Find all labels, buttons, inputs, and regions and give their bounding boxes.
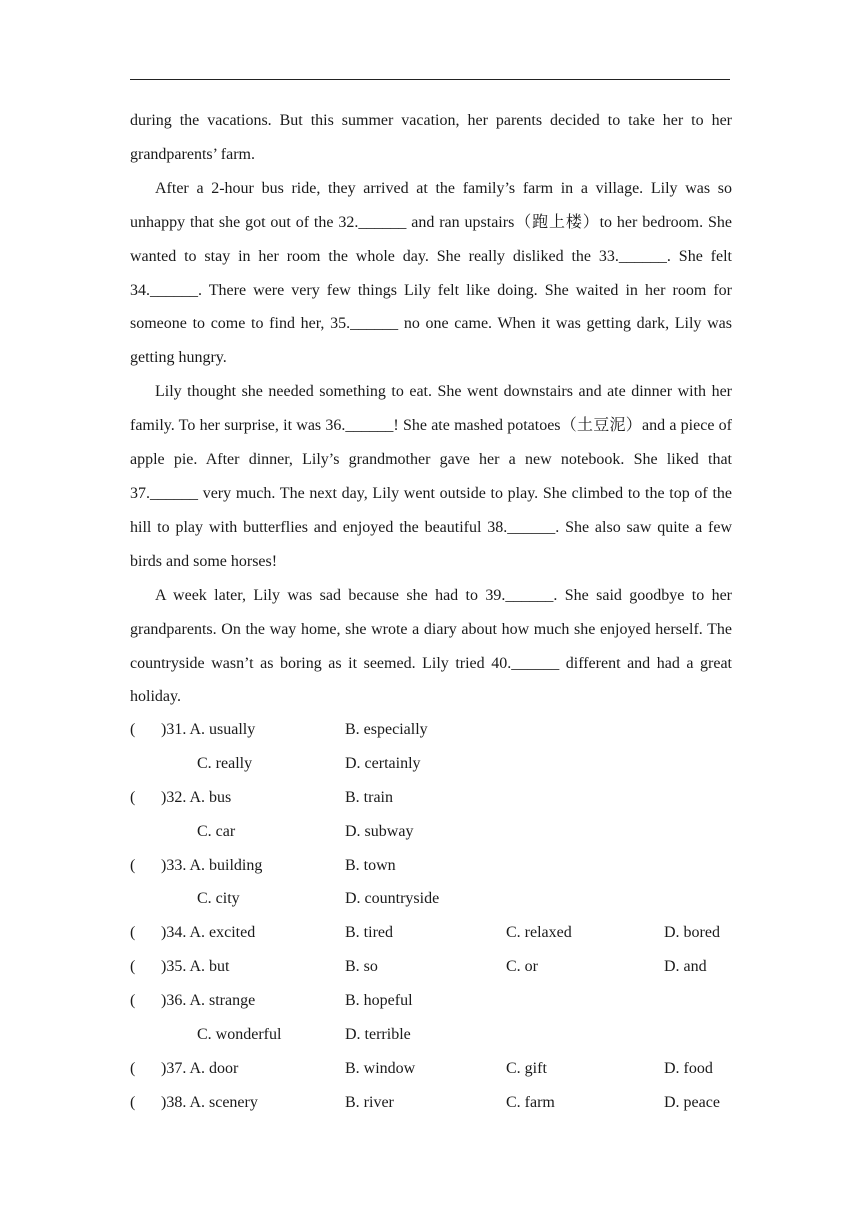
question-row (130, 781, 740, 815)
question-number-option-a: )38. A. scenery (161, 1093, 258, 1111)
option-d: D. terrible (345, 1026, 411, 1044)
answer-blank-paren: ( (130, 924, 136, 942)
question-row (130, 916, 740, 950)
option-d: D. peace (664, 1093, 720, 1111)
option-b: B. hopeful (345, 992, 413, 1010)
option-d: D. subway (345, 822, 414, 840)
answer-blank-paren: ( (130, 856, 136, 874)
header-rule (130, 79, 730, 80)
question-number-option-a: )31. A. usually (161, 721, 256, 738)
question-row-continued (130, 882, 740, 916)
question-row-continued (130, 815, 740, 849)
question-number-option-a: )34. A. excited (161, 924, 256, 942)
option-c: C. gift (506, 1059, 547, 1077)
question-options-list (130, 713, 740, 1120)
question-row (130, 849, 740, 883)
option-c: C. farm (506, 1093, 555, 1111)
question-row (130, 1086, 740, 1120)
answer-blank-paren: ( (130, 788, 136, 806)
answer-blank-paren: ( (130, 1059, 136, 1077)
option-c: C. car (197, 822, 236, 840)
option-b: B. tired (345, 924, 393, 942)
question-row (130, 1052, 740, 1086)
answer-blank-paren: ( (130, 1093, 136, 1111)
option-c: C. really (197, 754, 253, 772)
option-d: D. certainly (345, 754, 421, 772)
question-row-continued (130, 1018, 740, 1052)
answer-blank-paren: ( (130, 958, 136, 976)
passage-paragraph: After a 2-hour bus ride, they arrived at the family’s farm in a village. Lily was so unhappy that she got out of the 32.______ and ran upstairs（跑上楼）to her bedroom. She wanted to stay in her room the whole day. She really disliked the 33.______. She felt 34.______. There were very few things Lily felt like doing. She waited in her room for someone to come to find her, 35.______ no one came. When it was getting dark, Lily was getting hungry. (130, 179, 732, 367)
option-d: D. and (664, 958, 707, 976)
question-number-option-a: )36. A. strange (161, 992, 256, 1010)
option-d: D. bored (664, 924, 720, 942)
passage-paragraph: during the vacations. But this summer vacation, her parents decided to take her to her grandparents’ farm. (130, 112, 732, 163)
option-b: B. river (345, 1093, 394, 1111)
passage-paragraph: A week later, Lily was sad because she had to 39.______. She said goodbye to her grandparents. On the way home, she wrote a diary about how much she enjoyed herself. The countryside wasn’t as boring as it seemed. Lily tried 40.______ different and had a great holiday. (130, 586, 732, 706)
question-number-option-a: )32. A. bus (161, 788, 232, 806)
option-d: D. countryside (345, 890, 440, 908)
option-d: D. food (664, 1059, 713, 1077)
answer-blank-paren: ( (130, 721, 136, 738)
question-row-continued (130, 747, 740, 781)
passage-paragraph: Lily thought she needed something to eat. She went downstairs and ate dinner with her family. To her surprise, it was 36.______! She ate mashed potatoes（土豆泥）and a piece of apple pie. After dinner, Lily’s grandmother gave her a new notebook. She liked that 37.______ very much. The next day, Lily went outside to play. She climbed to the top of the hill to play with butterflies and enjoyed the beautiful 38.______. She also saw quite a few birds and some horses! (130, 383, 732, 570)
option-b: B. especially (345, 721, 428, 738)
question-row (130, 713, 740, 747)
question-number-option-a: )35. A. but (161, 958, 230, 976)
reading-passage (130, 104, 732, 714)
option-c: C. relaxed (506, 924, 572, 942)
option-c: C. city (197, 890, 240, 908)
option-c: C. or (506, 958, 538, 976)
option-b: B. so (345, 958, 378, 976)
question-row (130, 984, 740, 1018)
option-b: B. window (345, 1059, 416, 1077)
option-b: B. train (345, 788, 393, 806)
answer-blank-paren: ( (130, 992, 136, 1010)
question-number-option-a: )37. A. door (161, 1059, 239, 1077)
question-row (130, 950, 740, 984)
option-b: B. town (345, 856, 396, 874)
question-number-option-a: )33. A. building (161, 856, 263, 874)
option-c: C. wonderful (197, 1026, 282, 1044)
